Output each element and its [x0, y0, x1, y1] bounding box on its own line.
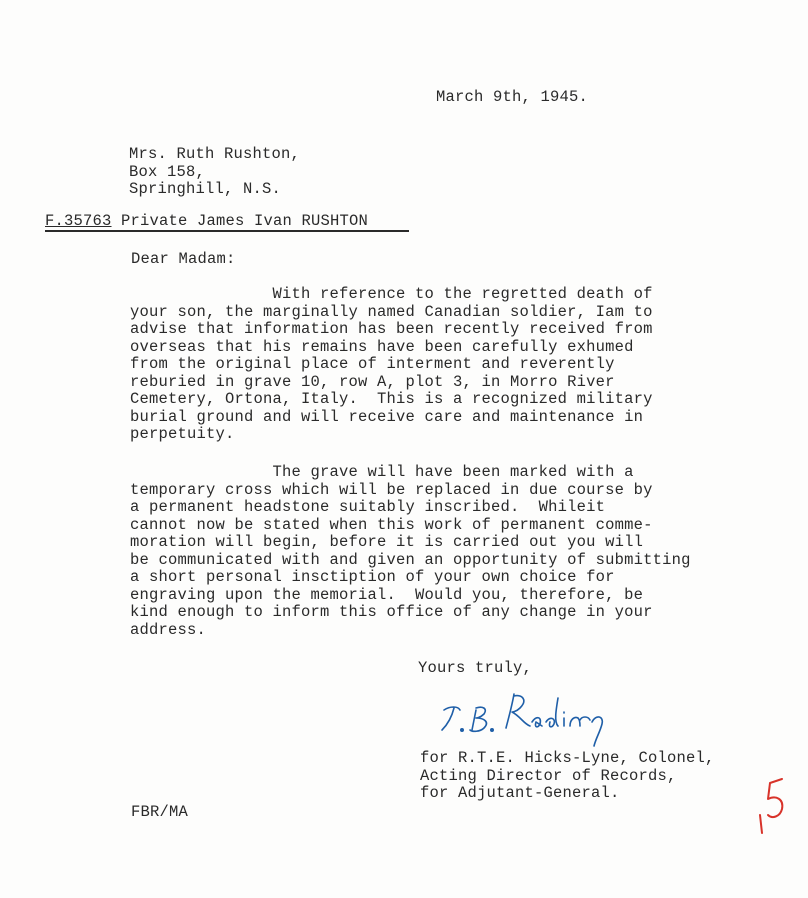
- body-line: advise that information has been recently received from: [130, 320, 653, 338]
- body-line: perpetuity.: [130, 425, 235, 443]
- body-line: overseas that his remains have been carefully exhumed: [130, 337, 634, 356]
- body-line: engraving upon the memorial. Would you, therefore, be: [130, 585, 644, 604]
- recipient-address: [129, 146, 300, 199]
- recipient-line: Springhill, N.S.: [129, 180, 282, 198]
- body-line: moration will begin, before it is carried out you will: [130, 533, 644, 551]
- body-line: The grave will have been marked with a: [130, 463, 634, 481]
- recipient-line: Box 158,: [129, 162, 206, 181]
- typist-initials: FBR/MA: [131, 803, 189, 821]
- body-line: Cemetery, Ortona, Italy. This is a recognized military: [130, 390, 653, 408]
- signatory-line: for R.T.E. Hicks-Lyne, Colonel,: [420, 749, 715, 767]
- letter-date: March 9th, 1945.: [436, 88, 589, 106]
- closing: Yours truly,: [418, 659, 533, 677]
- red-pencil-number-icon: [752, 775, 792, 835]
- reference-line: [45, 213, 368, 231]
- salutation: Dear Madam:: [131, 250, 236, 268]
- recipient-line: Mrs. Ruth Rushton,: [129, 145, 301, 163]
- signature-block: [420, 750, 715, 803]
- body-line: temporary cross which will be replaced in due course by: [130, 480, 653, 499]
- body-line: cannot now be stated when this work of permanent comme-: [130, 515, 653, 534]
- body-line: from the original place of interment and reverently: [130, 355, 615, 373]
- body-line: your son, the marginally named Canadian soldier, Iam to: [130, 302, 653, 321]
- body-line: address.: [130, 620, 207, 639]
- soldier-name: Private James Ivan RUSHTON: [111, 212, 369, 230]
- service-number: F.35763: [45, 212, 112, 230]
- body-line: be communicated with and given an opportunity of submitting: [130, 550, 691, 569]
- body-line: kind enough to inform this office of any change in your: [130, 603, 653, 621]
- signatory-line: for Adjutant-General.: [420, 784, 620, 802]
- body-line: With reference to the regretted death of: [130, 285, 653, 303]
- signatory-line: Acting Director of Records,: [420, 766, 677, 785]
- body-line: a permanent headstone suitably inscribed. Whileit: [130, 498, 606, 516]
- reference-underline: [45, 230, 409, 232]
- paragraph-1: [130, 286, 653, 444]
- handwritten-signature-icon: [436, 688, 616, 748]
- body-line: reburied in grave 10, row A, plot 3, in Morro River: [130, 372, 615, 391]
- paragraph-2: [130, 464, 691, 639]
- body-line: burial ground and will receive care and maintenance in: [130, 407, 644, 426]
- body-line: a short personal insctiption of your own choice for: [130, 568, 615, 586]
